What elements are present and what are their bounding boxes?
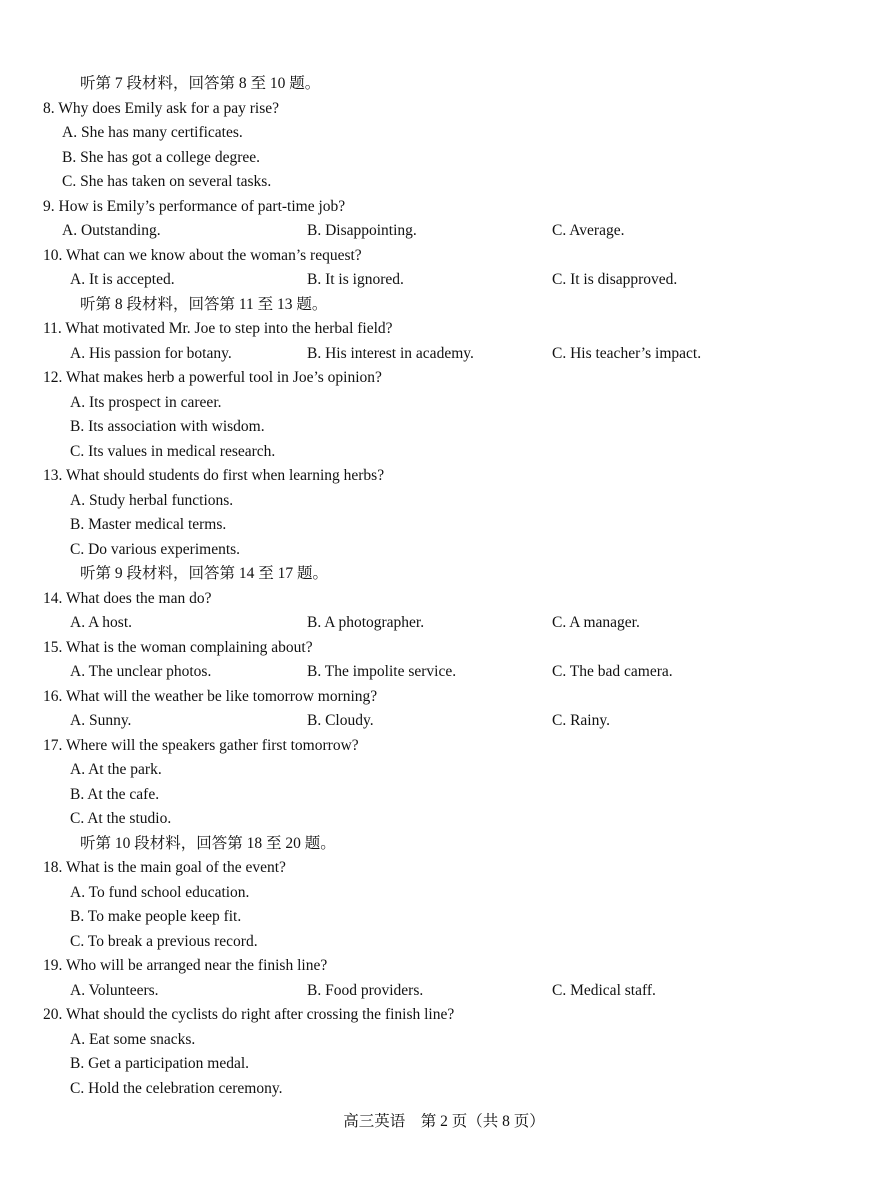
question-15: 15. What is the woman complaining about? — [43, 639, 313, 656]
question-8: 8. Why does Emily ask for a pay rise? — [43, 100, 280, 117]
question-16-options — [0, 709, 888, 733]
option-a: A. The unclear photos. — [70, 663, 212, 680]
option-b: B. It is ignored. — [307, 271, 404, 288]
question-13-option-b: B. Master medical terms. — [70, 516, 227, 533]
section-heading-10: 听第 10 段材料，回答第 18 至 20 题。 — [80, 835, 336, 852]
question-8-option-a: A. She has many certificates. — [62, 124, 243, 141]
question-9: 9. How is Emily’s performance of part-time job? — [43, 198, 346, 215]
question-20-option-c: C. Hold the celebration ceremony. — [70, 1080, 283, 1097]
question-10: 10. What can we know about the woman’s request? — [43, 247, 362, 264]
question-12-option-a: A. Its prospect in career. — [70, 394, 222, 411]
option-a: A. Outstanding. — [62, 222, 161, 239]
question-10-options — [0, 268, 888, 292]
question-16: 16. What will the weather be like tomorrow morning? — [43, 688, 378, 705]
question-18-option-b: B. To make people keep fit. — [70, 908, 242, 925]
question-9-options — [0, 219, 888, 243]
option-b: B. Disappointing. — [307, 222, 417, 239]
option-b: B. A photographer. — [307, 614, 425, 631]
question-17-option-b: B. At the cafe. — [70, 786, 160, 803]
page-footer: 高三英语 第 2 页（共 8 页） — [343, 1113, 545, 1130]
option-c: C. His teacher’s impact. — [552, 345, 702, 362]
option-c: C. It is disapproved. — [552, 271, 678, 288]
question-18-option-c: C. To break a previous record. — [70, 933, 258, 950]
section-heading-7: 听第 7 段材料，回答第 8 至 10 题。 — [80, 75, 321, 92]
question-13: 13. What should students do first when learning herbs? — [43, 467, 385, 484]
question-20-option-a: A. Eat some snacks. — [70, 1031, 196, 1048]
question-17-option-a: A. At the park. — [70, 761, 162, 778]
option-c: C. Rainy. — [552, 712, 610, 729]
option-c: C. A manager. — [552, 614, 640, 631]
question-15-options — [0, 660, 888, 684]
question-14: 14. What does the man do? — [43, 590, 212, 607]
option-a: A. Volunteers. — [70, 982, 159, 999]
section-heading-8: 听第 8 段材料，回答第 11 至 13 题。 — [80, 296, 328, 313]
question-12: 12. What makes herb a powerful tool in Joe’s opinion? — [43, 369, 382, 386]
option-c: C. Average. — [552, 222, 625, 239]
question-12-option-c: C. Its values in medical research. — [70, 443, 276, 460]
option-c: C. Medical staff. — [552, 982, 656, 999]
section-heading-9: 听第 9 段材料，回答第 14 至 17 题。 — [80, 565, 329, 582]
option-a: A. It is accepted. — [70, 271, 175, 288]
question-18: 18. What is the main goal of the event? — [43, 859, 286, 876]
question-19: 19. Who will be arranged near the finish line? — [43, 957, 328, 974]
option-c: C. The bad camera. — [552, 663, 673, 680]
question-17: 17. Where will the speakers gather first tomorrow? — [43, 737, 359, 754]
option-b: B. His interest in academy. — [307, 345, 474, 362]
option-b: B. Cloudy. — [307, 712, 374, 729]
question-12-option-b: B. Its association with wisdom. — [70, 418, 265, 435]
question-20: 20. What should the cyclists do right after crossing the finish line? — [43, 1006, 455, 1023]
question-13-option-a: A. Study herbal functions. — [70, 492, 234, 509]
question-11: 11. What motivated Mr. Joe to step into the herbal field? — [43, 320, 393, 337]
question-19-options — [0, 979, 888, 1003]
question-11-options — [0, 342, 888, 366]
option-a: A. A host. — [70, 614, 133, 631]
question-13-option-c: C. Do various experiments. — [70, 541, 241, 558]
question-8-option-c: C. She has taken on several tasks. — [62, 173, 272, 190]
option-b: B. The impolite service. — [307, 663, 457, 680]
question-20-option-b: B. Get a participation medal. — [70, 1055, 250, 1072]
option-a: A. Sunny. — [70, 712, 132, 729]
question-17-option-c: C. At the studio. — [70, 810, 172, 827]
question-14-options — [0, 611, 888, 635]
option-a: A. His passion for botany. — [70, 345, 232, 362]
question-8-option-b: B. She has got a college degree. — [62, 149, 260, 166]
question-18-option-a: A. To fund school education. — [70, 884, 250, 901]
option-b: B. Food providers. — [307, 982, 424, 999]
